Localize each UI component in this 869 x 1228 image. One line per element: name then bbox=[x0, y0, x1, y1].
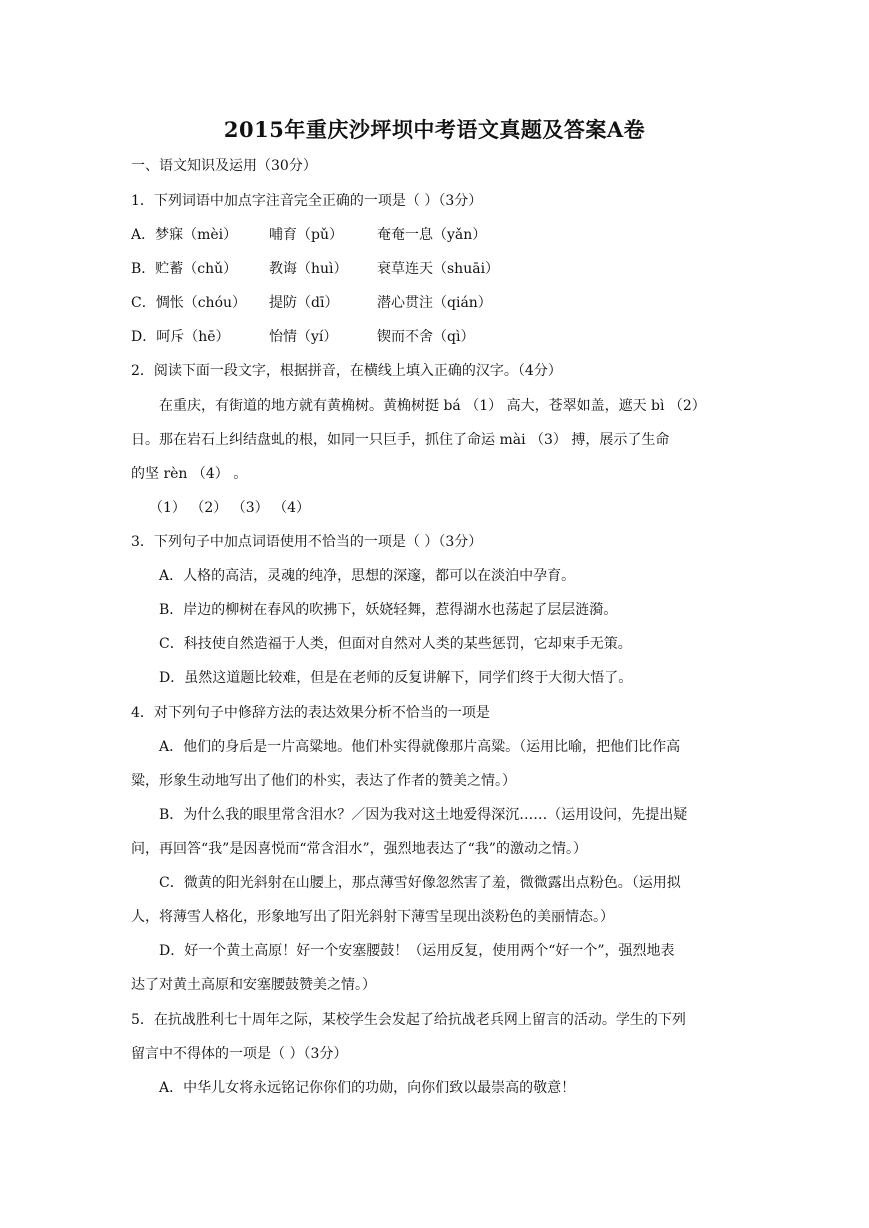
question-4-option-a: A．他们的身后是一片高粱地。他们朴实得就像那片高粱。（运用比喻，把他们比作高 bbox=[159, 739, 681, 755]
question-5-stem: 5．在抗战胜利七十周年之际，某校学生会发起了给抗战老兵网上留言的活动。学生的下列 bbox=[131, 1012, 686, 1028]
page-title: 2015年重庆沙坪坝中考语文真题及答案A卷 bbox=[223, 117, 646, 142]
section-heading: 一、语文知识及运用（30分） bbox=[131, 158, 317, 174]
question-5-option-a: A．中华儿女将永远铭记你你们的功勋，向你们致以最崇高的敬意！ bbox=[159, 1080, 576, 1096]
question-3-option-b: B．岸边的柳树在春风的吹拂下，妖娆轻舞，惹得湖水也荡起了层层涟漪。 bbox=[159, 602, 618, 618]
question-3-option-c: C．科技使自然造福于人类，但面对自然对人类的某些惩罚，它却束手无策。 bbox=[159, 636, 632, 652]
option-b-word-3: 衰草连天（shuāi） bbox=[377, 261, 500, 277]
question-4-option-b-cont: 问，再回答“我”是因喜悦而“常含泪水”，强烈地表达了“我”的激动之情。） bbox=[131, 841, 587, 857]
question-4-option-d-cont: 达了对黄土高原和安塞腰鼓赞美之情。） bbox=[131, 977, 376, 993]
option-d-word-1: D．呵斥（hē） bbox=[131, 329, 230, 345]
question-4-option-c-cont: 人，将薄雪人格化，形象地写出了阳光斜射下薄雪呈现出淡粉色的美丽情态。） bbox=[131, 909, 614, 925]
option-a-word-1: A．梦寐（mèi） bbox=[131, 227, 238, 243]
question-2-blanks: （1） （2） （3） （4） bbox=[149, 500, 310, 516]
option-b-word-2: 教诲（huì） bbox=[269, 261, 348, 277]
option-c-word-1: C．惆怅（chóu） bbox=[131, 295, 247, 311]
question-2-paragraph-line: 日。那在岩石上纠结盘虬的根，如同一只巨手，抓住了命运 mài （3） 搏，展示了生命 bbox=[131, 432, 670, 448]
option-d-word-2: 怡情（yí） bbox=[269, 329, 338, 345]
option-d-word-3: 锲而不舍（qì） bbox=[377, 329, 475, 345]
question-3-stem: 3．下列句子中加点词语使用不恰当的一项是（ ）（3分） bbox=[131, 534, 483, 550]
option-b-word-1: B．贮蓄（chǔ） bbox=[131, 261, 238, 277]
option-c-word-3: 潜心贯注（qián） bbox=[377, 295, 492, 311]
question-3-option-d: D．虽然这道题比较难，但是在老师的反复讲解下，同学们终于大彻大悟了。 bbox=[159, 670, 633, 686]
question-4-option-d: D．好一个黄土高原！好一个安塞腰鼓！（运用反复，使用两个“好一个”，强烈地表 bbox=[159, 943, 675, 959]
question-4-option-a-cont: 粱，形象生动地写出了他们的朴实，表达了作者的赞美之情。） bbox=[131, 773, 516, 789]
question-4-option-b: B．为什么我的眼里常含泪水？／因为我对这土地爱得深沉……（运用设问，先提出疑 bbox=[159, 807, 688, 823]
question-2-paragraph-line: 的坚 rèn （4） 。 bbox=[131, 466, 248, 482]
question-5-stem-cont: 留言中不得体的一项是（ ）（3分） bbox=[131, 1046, 348, 1062]
question-3-option-a: A．人格的高洁，灵魂的纯净，思想的深邃，都可以在淡泊中孕育。 bbox=[159, 568, 576, 584]
question-2-paragraph-line: 在重庆，有街道的地方就有黄桷树。黄桷树挺 bá （1） 高大，苍翠如盖，遮天 bì （2） bbox=[159, 398, 706, 414]
question-4-stem: 4．对下列句子中修辞方法的表达效果分析不恰当的一项是 bbox=[131, 705, 490, 721]
question-1-stem: 1．下列词语中加点字注音完全正确的一项是（ ）（3分） bbox=[131, 193, 483, 209]
option-a-word-2: 哺育（pǔ） bbox=[269, 227, 343, 243]
option-c-word-2: 提防（dī） bbox=[269, 295, 339, 311]
question-2-stem: 2．阅读下面一段文字，根据拼音，在横线上填入正确的汉字。（4分） bbox=[131, 363, 562, 379]
question-4-option-c: C．微黄的阳光斜射在山腰上，那点薄雪好像忽然害了羞，微微露出点粉色。（运用拟 bbox=[159, 875, 681, 891]
option-a-word-3: 奄奄一息（yǎn） bbox=[377, 227, 487, 243]
